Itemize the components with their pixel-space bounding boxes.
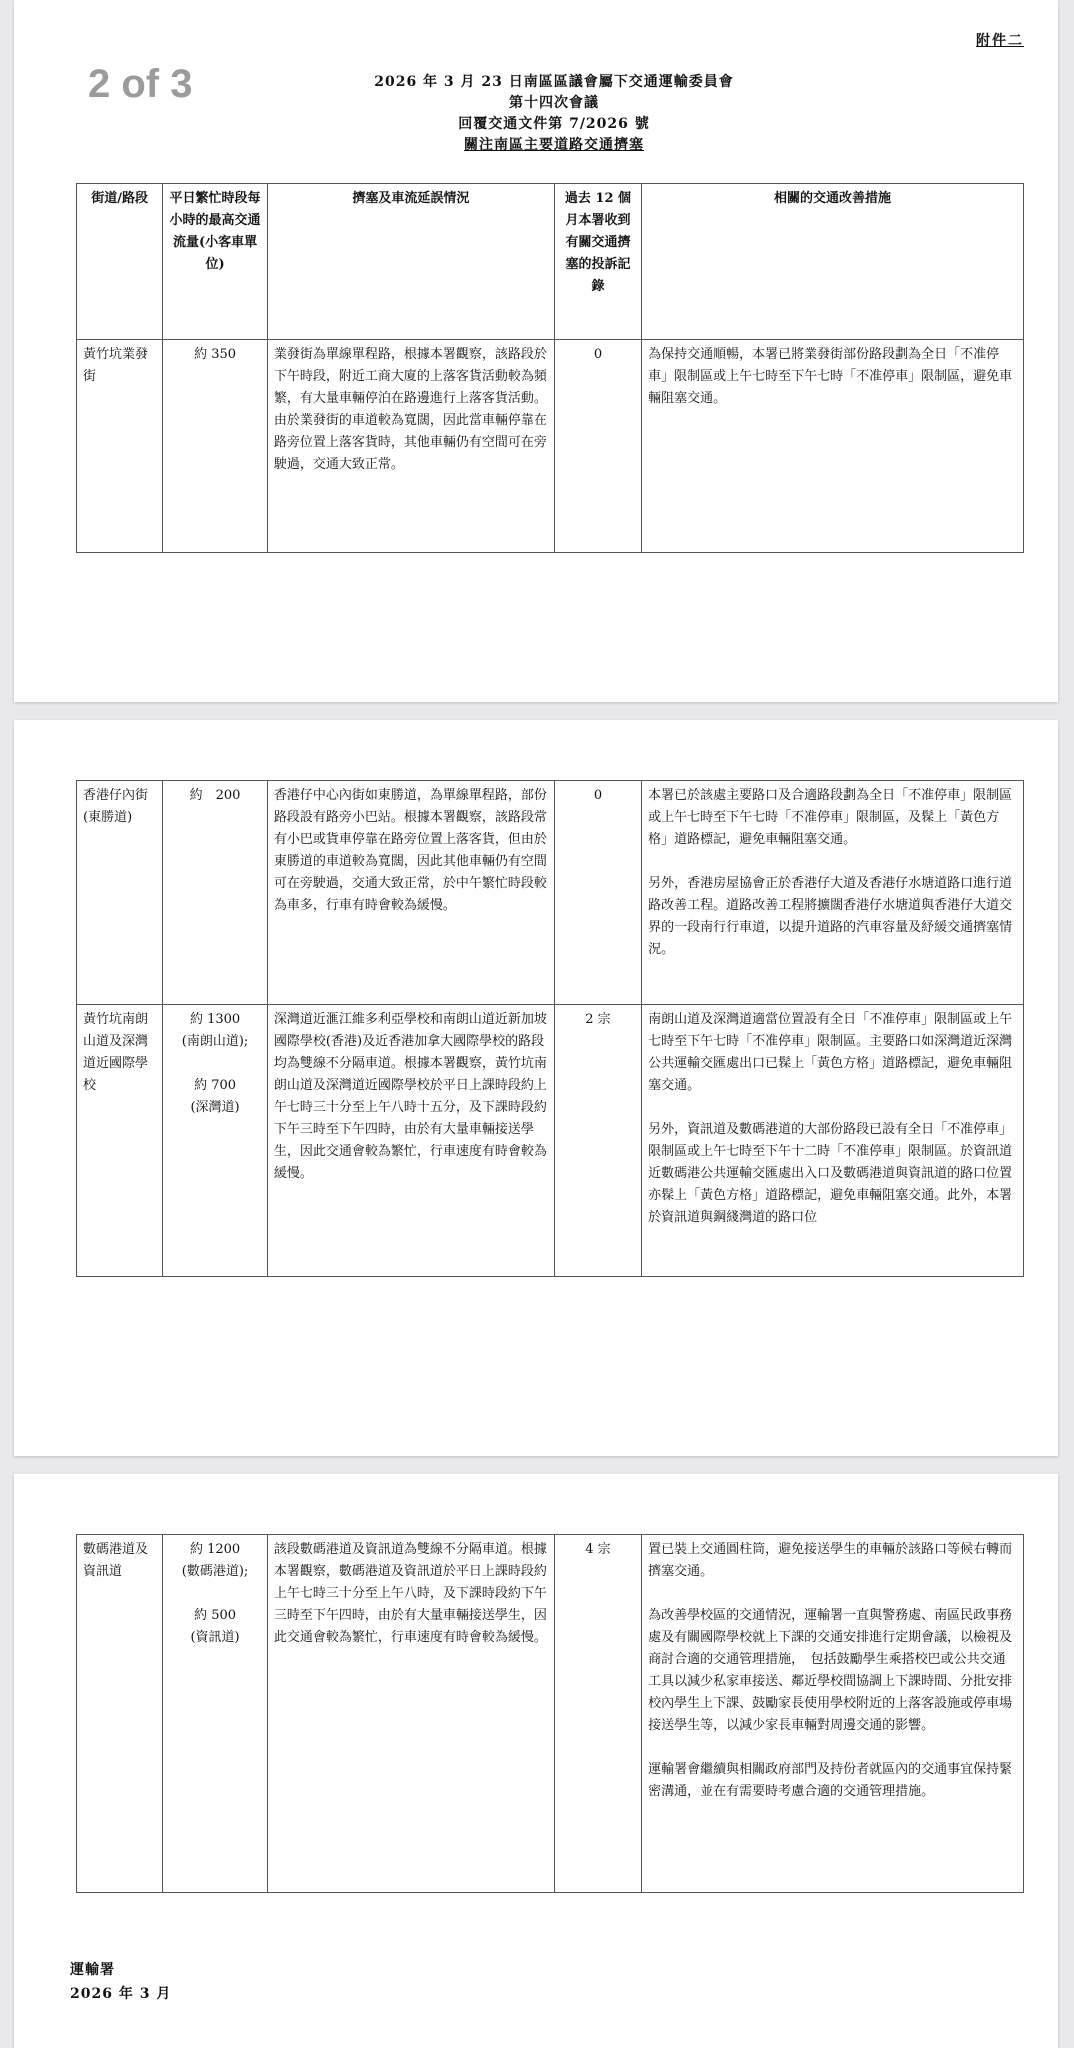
title-line-4: 關注南區主要道路交通擠塞 (464, 137, 644, 153)
cell-flow (163, 1535, 268, 1893)
document-footer (70, 1958, 171, 2006)
flow-note: (數碼港道); (181, 1564, 249, 1579)
cell-street: 黃竹坑業發街 (77, 340, 163, 553)
measures-paragraph: 置已裝上交通圓柱筒，避免接送學生的車輛於該路口等候右轉而擠塞交通。 (648, 1542, 1013, 1579)
table-row (77, 781, 1024, 1005)
header-complaints: 過去 12 個月本署收到有關交通擠塞的投訴記錄 (554, 184, 641, 340)
cell-complaints: 0 (554, 340, 641, 553)
table-row (77, 1005, 1024, 1277)
table-row (77, 1535, 1024, 1893)
cell-flow: 約 200 (163, 781, 268, 1005)
cell-flow: 約 350 (163, 340, 268, 553)
measures-paragraph: 南朗山道及深灣道適當位置設有全日「不准停車」限制區或上午七時至下午七時「不准停車」限制區。主要路口如深灣道近深灣公共運輸交匯處出口已髹上「黃色方格」道路標記，避免車輛阻塞交通。 (648, 1012, 1013, 1093)
measures-paragraph: 另外，香港房屋協會正於香港仔大道及香港仔水塘道路口進行道路改善工程。道路改善工程將擴闊香港仔水塘道與香港仔大道交界的一段南行行車道，以提升道路的汽車容量及紓緩交通擠塞情況。 (648, 876, 1013, 957)
flow-value: 約 500 (194, 1608, 237, 1623)
title-line-3: 回覆交通文件第 7/2026 號 (458, 116, 650, 132)
cell-street: 數碼港道及資訊道 (77, 1535, 163, 1893)
document-page-3 (14, 1474, 1058, 2048)
flow-value: 約 700 (194, 1078, 237, 1093)
page-counter: 2 of 3 (88, 62, 193, 106)
measures-paragraph: 運輸署會繼續與相關政府部門及持份者就區內的交通事宜保持緊密溝通，並在有需要時考慮合適的交通管理措施。 (648, 1762, 1013, 1799)
flow-note: (深灣道) (190, 1100, 240, 1115)
measures-paragraph: 另外，資訊道及數碼港道的大部份路段已設有全日「不准停車」限制區或上午七時至下午十二時「不准停車」限制區。於資訊道近數碼港公共運輸交匯處出入口及數碼港道與資訊道的路口位置亦髹上「黃色方格」道路標記，避免車輛阻塞交通。此外，本署於資訊道與鋼綫灣道的路口位 (648, 1122, 1013, 1225)
footer-department: 運輸署 (70, 1962, 115, 1978)
cell-flow (163, 1005, 268, 1277)
cell-complaints: 0 (554, 781, 641, 1005)
header-flow: 平日繁忙時段每小時的最高交通流量(小客車單位) (163, 184, 268, 340)
flow-note: (資訊道) (190, 1630, 240, 1645)
cell-complaints: 2 宗 (554, 1005, 641, 1277)
traffic-table-part-3 (76, 1534, 1024, 1893)
cell-situation: 業發街為單線單程路，根據本署觀察，該路段於下午時段，附近工商大廈的上落客貨活動較為頻繁，有大量車輛停泊在路邊進行上落客貨活動。由於業發街的車道較為寬闊，因此當車輛停靠在路旁位置上落客貨時，其他車輛仍有空間可在旁駛過，交通大致正常。 (267, 340, 554, 553)
table-row (77, 340, 1024, 553)
traffic-table-part-1 (76, 183, 1024, 553)
title-line-2: 第十四次會議 (509, 95, 599, 111)
measures-paragraph: 本署已於該處主要路口及合適路段劃為全日「不准停車」限制區或上午七時至下午七時「不准停車」限制區，及髹上「黃色方格」道路標記，避免車輛阻塞交通。 (648, 788, 1013, 847)
document-page-1 (14, 0, 1058, 702)
cell-measures (642, 1535, 1024, 1893)
flow-value: 約 1300 (189, 1012, 241, 1027)
cell-street: 香港仔內街(東勝道) (77, 781, 163, 1005)
document-title (314, 72, 794, 156)
header-street: 街道/路段 (77, 184, 163, 340)
cell-measures (642, 1005, 1024, 1277)
cell-measures: 為保持交通順暢，本署已將業發街部份路段劃為全日「不准停車」限制區或上午七時至下午七時「不准停車」限制區，避免車輛阻塞交通。 (642, 340, 1024, 553)
footer-date: 2026 年 3 月 (70, 1986, 172, 2002)
flow-note: (南朗山道); (181, 1034, 249, 1049)
table-header-row (77, 184, 1024, 340)
cell-situation: 香港仔中心內街如東勝道，為單線單程路，部份路段設有路旁小巴站。根據本署觀察，該路段常有小巴或貨車停靠在路旁位置上落客貨，但由於東勝道的車道較為寬闊，因此其他車輛仍有空間可在旁駛過，交通大致正常，於中午繁忙時段較為車多，行車有時會較為緩慢。 (267, 781, 554, 1005)
cell-situation: 該段數碼港道及資訊道為雙線不分隔車道。根據本署觀察，數碼港道及資訊道於平日上課時段約上午七時三十分至上午八時，及下課時段約下午三時至下午四時，由於有大量車輛接送學生，因此交通會較為繁忙，行車速度有時會較為緩慢。 (267, 1535, 554, 1893)
header-measures: 相關的交通改善措施 (642, 184, 1024, 340)
annex-label: 附件二 (976, 33, 1024, 49)
flow-value: 約 1200 (189, 1542, 241, 1557)
cell-complaints: 4 宗 (554, 1535, 641, 1893)
document-page-2 (14, 720, 1058, 1456)
header-situation: 擠塞及車流延誤情況 (267, 184, 554, 340)
traffic-table-part-2 (76, 780, 1024, 1277)
title-line-1: 2026 年 3 月 23 日南區區議會屬下交通運輸委員會 (374, 74, 734, 90)
cell-street: 黃竹坑南朗山道及深灣道近國際學校 (77, 1005, 163, 1277)
cell-situation: 深灣道近滙江維多利亞學校和南朗山道近新加坡國際學校(香港)及近香港加拿大國際學校的路段均為雙線不分隔車道。根據本署觀察，黃竹坑南朗山道及深灣道近國際學校於平日上課時段約上午七時三十分至上午八時十五分，及下課時段約下午三時至下午四時，由於有大量車輛接送學生，因此交通會較為繁忙，行車速度有時會較為緩慢。 (267, 1005, 554, 1277)
cell-measures (642, 781, 1024, 1005)
measures-paragraph: 為改善學校區的交通情況，運輸署一直與警務處、南區民政事務處及有關國際學校就上下課的交通安排進行定期會議，以檢視及商討合適的交通管理措施， 包括鼓勵學生乘搭校巴或公共交通工具以減少私家車接送、鄰近學校間協調上下課時間、分批安排校內學生上下課、鼓勵家長使用學校附近的上落客設施或停車場接送學生等，以減少家長車輛對周邊交通的影響。 (648, 1608, 1013, 1733)
